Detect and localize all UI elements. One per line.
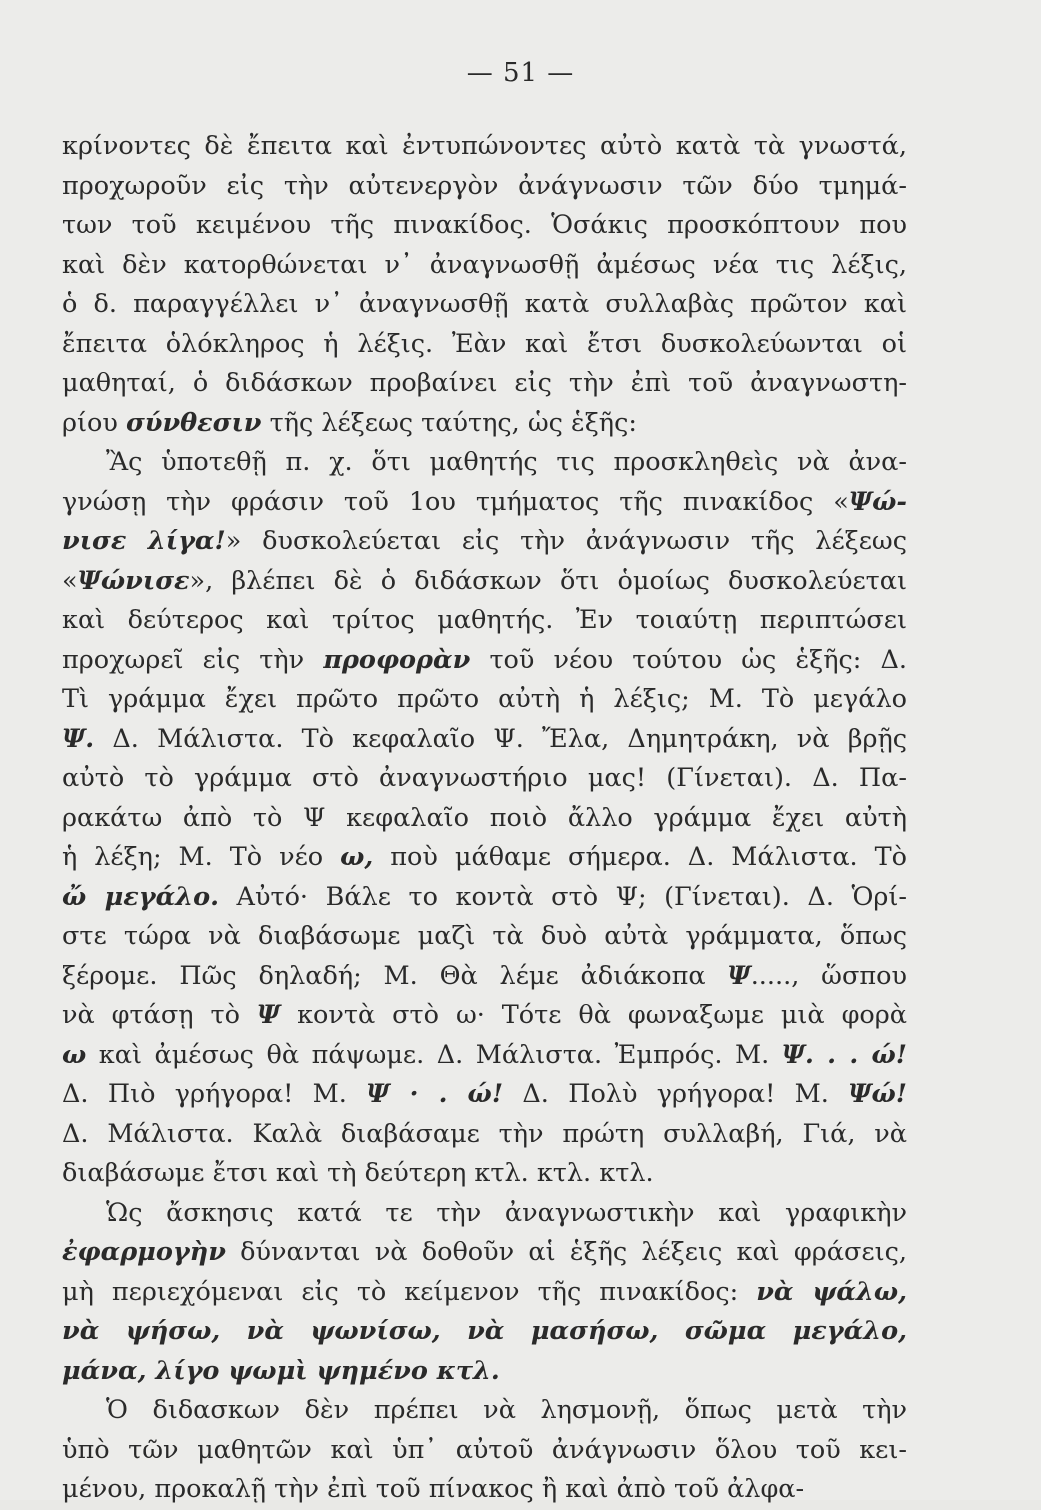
emphasized-text: Ψ	[727, 960, 751, 991]
text-line	[62, 285, 907, 325]
text-segment: », βλέπει δὲ ὁ διδάσκων ὅτι ὁμοίως δυσκολεύεται	[189, 565, 907, 596]
text-line	[62, 1273, 907, 1313]
text-segment: ἡ λέξη; Μ. Τὸ νέο	[62, 842, 341, 872]
text-segment: τῆς λέξεως ταύτης, ὡς ἑξῆς:	[261, 407, 637, 438]
text-segment: ἔπειτα ὁλόκληρος ἡ λέξις. Ἐὰν καὶ ἔτσι δυσκολεύωνται οἱ	[62, 328, 907, 359]
text-segment: ρακάτω ἀπὸ τὸ Ψ κεφαλαῖο ποιὸ ἄλλο γράμμα ἔχει αὐτὴ	[62, 802, 907, 833]
emphasized-text: Ψώ!	[848, 1079, 907, 1109]
text-segment: Δ. Μάλιστα. Καλὰ διαβάσαμε τὴν πρώτη συλλαβή, Γιά, νὰ	[62, 1118, 907, 1149]
emphasized-text: σύνθεσιν	[125, 407, 262, 438]
text-segment: στε τώρα νὰ διαβάσωμε μαζὶ τὰ δυὸ αὐτὰ γράμματα, ὅπως	[62, 921, 907, 951]
text-segment: αὐτὸ τὸ γράμμα στὸ ἀναγνωστήριο μας! (Γίνεται). Δ. Πα-	[62, 763, 907, 793]
text-line	[62, 720, 907, 760]
text-segment: Ὡς ἄσκησις κατά τε τὴν ἀναγνωστικὴν καὶ γραφικὴν	[106, 1197, 907, 1228]
emphasized-text: ω	[62, 1039, 87, 1070]
text-line	[62, 759, 907, 799]
text-line	[62, 1233, 907, 1273]
text-line	[62, 641, 907, 681]
text-line	[62, 1352, 907, 1392]
emphasized-text: Ψ	[256, 1000, 281, 1030]
text-line	[62, 483, 907, 523]
text-segment: καὶ ἀμέσως θὰ πάψωμε. Δ. Μάλιστα. Ἐμπρός. Μ.	[86, 1039, 782, 1070]
text-line	[62, 680, 907, 720]
text-line	[62, 799, 907, 839]
text-segment: νὰ φτάσῃ τὸ	[62, 1000, 257, 1030]
emphasized-text: Ψώ-	[848, 486, 907, 517]
text-segment: κρίνοντες δὲ ἔπειτα καὶ ἐντυπώνοντες αὐτὸ κατὰ τὰ γνωστά,	[62, 131, 907, 161]
body-text	[62, 127, 907, 1510]
text-line	[62, 562, 907, 602]
emphasized-text: νὰ ψήσω, νὰ ψωνίσω, νὰ μασήσω, σῶμα μεγάλο,	[62, 1316, 907, 1346]
emphasized-text: Ψ · . ώ!	[366, 1079, 504, 1109]
emphasized-text: νισε λίγα!	[62, 526, 226, 556]
text-line	[62, 1036, 907, 1076]
text-line	[62, 957, 907, 997]
text-segment: δύνανται νὰ δοθοῦν αἱ ἑξῆς λέξεις καὶ φράσεις,	[225, 1237, 907, 1267]
text-line	[62, 1154, 907, 1194]
text-segment: ξέρομε. Πῶς δηλαδή; Μ. Θὰ λέμε ἀδιάκοπα	[62, 960, 728, 991]
text-line	[62, 1075, 907, 1115]
text-segment: Ἂς ὑποτεθῇ π. χ. ὅτι μαθητής τις προσκληθεὶς νὰ ἀνα-	[106, 447, 907, 477]
text-segment: μαθηταί, ὁ διδάσκων προβαίνει εἰς τὴν ἐπὶ τοῦ ἀναγνωστη-	[62, 368, 907, 398]
text-segment: Αὐτό· Βάλε το κοντὰ στὸ Ψ; (Γίνεται). Δ. Ὁρί-	[219, 881, 907, 912]
text-line	[62, 246, 907, 286]
text-segment: ρίου	[62, 407, 126, 438]
text-segment: κοντὰ στὸ ω· Τότε θὰ φωναξωμε μιὰ φορὰ	[280, 1000, 907, 1030]
text-segment: Δ. Πιὸ γρήγορα! Μ.	[62, 1079, 367, 1109]
text-line	[62, 364, 907, 404]
text-line	[62, 996, 907, 1036]
text-segment: Τὶ γράμμα ἔχει πρῶτο πρῶτο αὐτὴ ἡ λέξις; Μ. Τὸ μεγάλο	[62, 684, 907, 714]
text-line	[62, 1115, 907, 1155]
emphasized-text: Ψ.	[62, 723, 95, 754]
text-segment: ὁ δ. παραγγέλλει ν᾿ ἀναγνωσθῇ κατὰ συλλαβὰς πρῶτον καὶ	[62, 289, 907, 319]
text-segment: ὑπὸ τῶν μαθητῶν καὶ ὑπ᾿ αὐτοῦ ἀνάγνωσιν ὅλου τοῦ κει-	[62, 1434, 907, 1465]
text-segment: Δ. Πολὺ γρήγορα! Μ.	[503, 1079, 849, 1109]
text-segment: καὶ δὲν κατορθώνεται ν᾿ ἀναγνωσθῇ ἀμέσως νέα τις λέξις,	[62, 249, 907, 280]
text-line	[62, 601, 907, 641]
text-segment: τοῦ νέου τούτου ὡς ἑξῆς: Δ.	[470, 644, 907, 675]
text-line	[62, 1470, 907, 1510]
text-segment: Ὁ διδασκων δὲν πρέπει νὰ λησμονῇ, ὅπως μετὰ τὴν	[106, 1395, 907, 1425]
emphasized-text: Ψώνισε	[77, 565, 190, 596]
text-line	[62, 167, 907, 207]
text-line	[62, 1194, 907, 1234]
text-segment: » δυσκολεύεται εἰς τὴν ἀνάγνωσιν τῆς λέξεως	[225, 526, 907, 556]
text-line	[62, 838, 907, 878]
text-line	[62, 127, 907, 167]
text-line	[62, 404, 907, 444]
emphasized-text: ὤ μεγάλο.	[62, 881, 219, 912]
text-segment: μὴ περιεχόμεναι εἰς τὸ κείμενον τῆς πινακίδος:	[62, 1276, 757, 1307]
text-segment: «	[62, 565, 78, 596]
text-line	[62, 206, 907, 246]
text-segment: διαβάσωμε ἔτσι καὶ τὴ δεύτερη κτλ. κτλ. κτλ.	[62, 1158, 654, 1188]
page-number: — 51 —	[466, 58, 575, 88]
emphasized-text: νὰ ψάλω,	[756, 1276, 907, 1307]
emphasized-text: προφορὰν	[323, 644, 471, 675]
text-line	[62, 1391, 907, 1431]
text-segment: ποὺ μάθαμε σήμερα. Δ. Μάλιστα. Τὸ	[373, 842, 907, 872]
emphasized-text: ω,	[340, 842, 374, 872]
text-segment: των τοῦ κειμένου τῆς πινακίδος. Ὁσάκις προσκόπτουν που	[62, 210, 907, 240]
text-line	[62, 878, 907, 918]
text-segment: μένου, προκαλῇ τὴν ἐπὶ τοῦ πίνακος ἢ καὶ ἀπὸ τοῦ ἀλφα-	[62, 1474, 805, 1504]
text-segment: προχωρεῖ εἰς τὴν	[62, 644, 324, 675]
text-segment: Δ. Μάλιστα. Τὸ κεφαλαῖο Ψ. Ἔλα, Δημητράκη, νὰ βρῇς	[94, 723, 907, 754]
emphasized-text: Ψ. . . ώ!	[781, 1039, 907, 1070]
text-line	[62, 1312, 907, 1352]
text-segment: ....., ὥσπου	[750, 960, 907, 991]
text-line	[62, 443, 907, 483]
text-segment: καὶ δεύτερος καὶ τρίτος μαθητής. Ἐν τοιαύτῃ περιπτώσει	[62, 605, 907, 635]
text-line	[62, 522, 907, 562]
emphasized-text: μάνα, λίγο ψωμὶ ψημένο κτλ.	[62, 1355, 500, 1386]
text-line	[62, 325, 907, 365]
emphasized-text: ἐφαρμογὴν	[62, 1237, 226, 1267]
text-line	[62, 917, 907, 957]
text-line	[62, 1431, 907, 1471]
text-segment: προχωροῦν εἰς τὴν αὐτενεργὸν ἀνάγνωσιν τῶν δύο τμημά-	[62, 170, 907, 201]
text-segment: γνώσῃ τὴν φράσιν τοῦ 1ου τμήματος τῆς πινακίδος «	[62, 486, 849, 517]
